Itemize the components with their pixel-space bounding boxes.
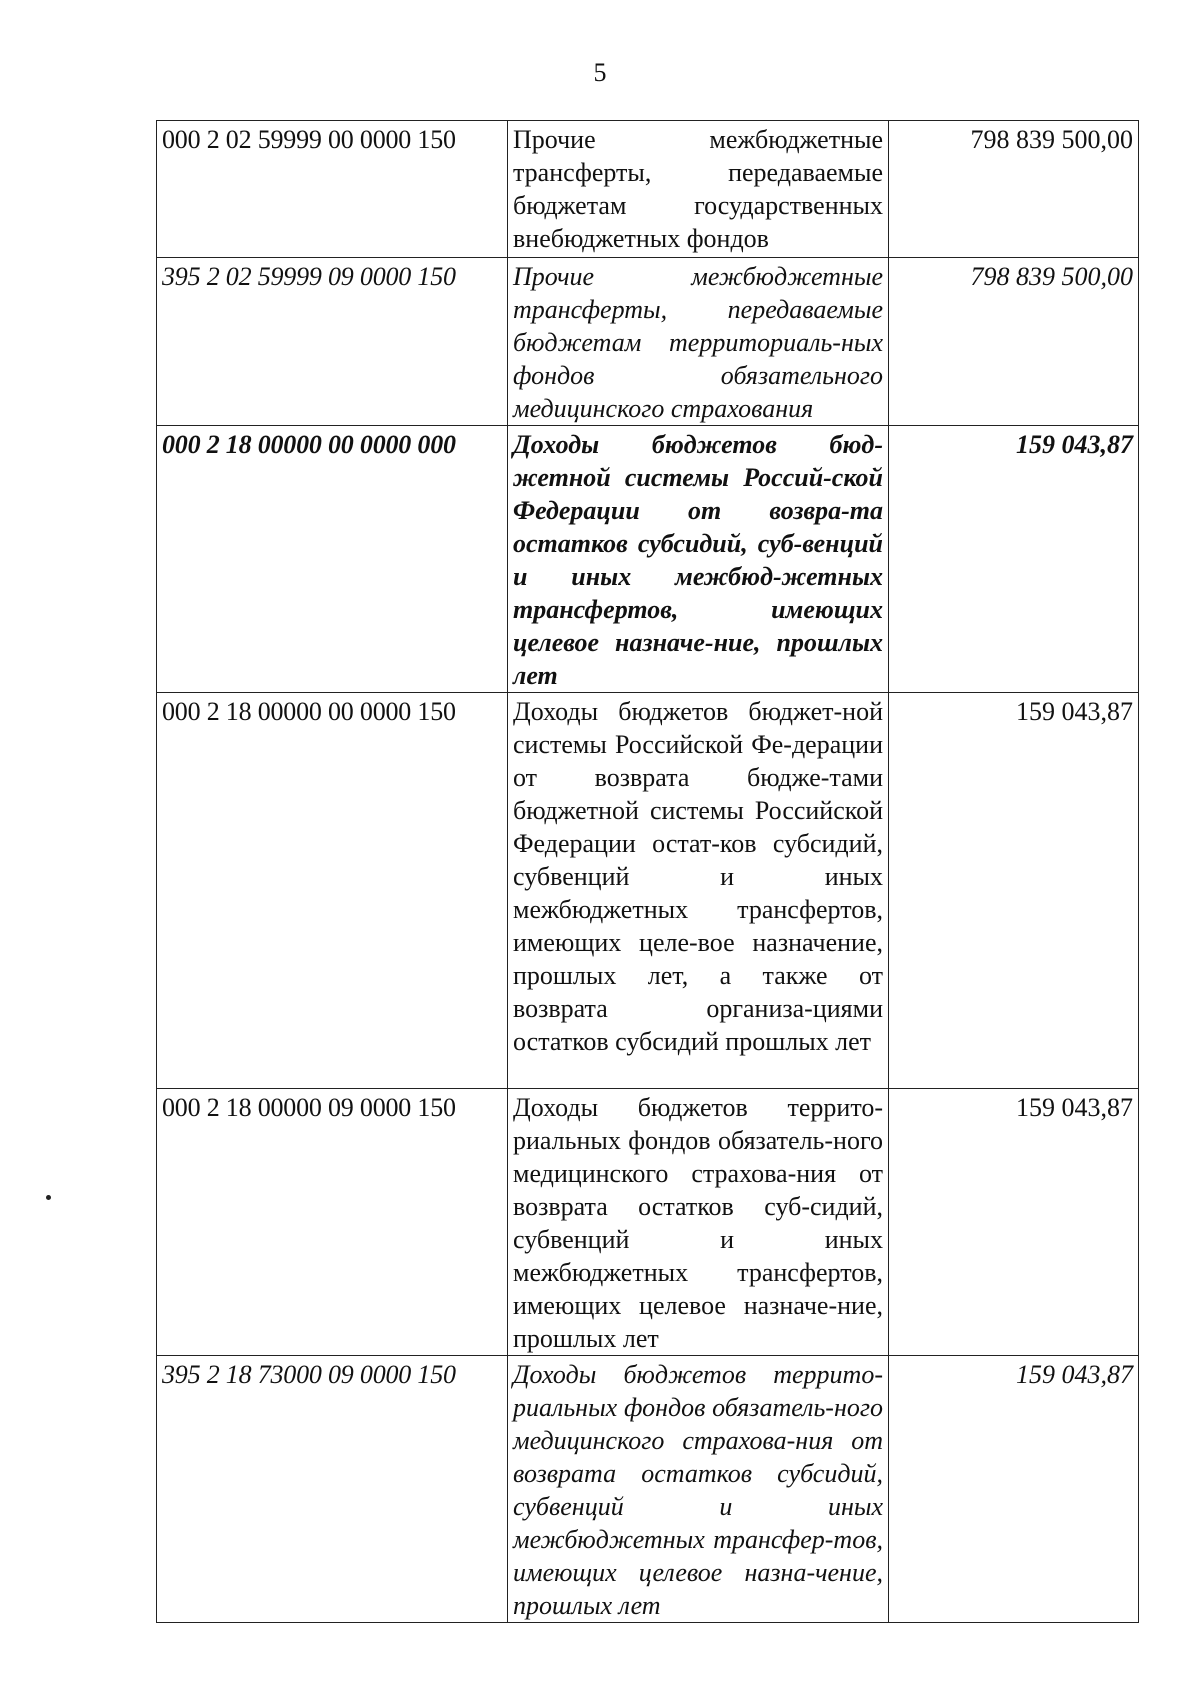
row-name: Доходы бюджетов бюджет-ной системы Российской Фе-дерации от возврата бюдже-тами бюджетной системы Российской Федерации остат-ков субсидий, субвенций и иных межбюджетных трансфертов, имеющих целе-вое назначение, прошлых лет, а также от возврата организа-циями остатков субсидий прошлых лет	[508, 693, 889, 1089]
table-row	[157, 121, 1139, 258]
budget-table	[156, 120, 1139, 1623]
row-name: Прочие межбюджетные трансферты, передаваемые бюджетам государственных внебюджетных фондов	[508, 121, 889, 258]
scan-speck	[46, 1195, 51, 1200]
row-name: Прочие межбюджетные трансферты, передаваемые бюджетам территориаль-ных фондов обязательного медицинского страхования	[508, 258, 889, 426]
table-row	[157, 426, 1139, 693]
row-name: Доходы бюджетов террито-риальных фондов обязатель-ного медицинского страхова-ния от возврата остатков субсидий, субвенций и иных межбюджетных трансфер-тов, имеющих целевое назна-чение, прошлых лет	[508, 1356, 889, 1623]
row-code: 000 2 18 00000 00 0000 150	[157, 693, 508, 1089]
table-row	[157, 693, 1139, 1089]
row-code: 395 2 18 73000 09 0000 150	[157, 1356, 508, 1623]
row-sum: 159 043,87	[889, 1089, 1139, 1356]
table-row	[157, 1356, 1139, 1623]
row-code: 000 2 18 00000 00 0000 000	[157, 426, 508, 693]
table-row	[157, 258, 1139, 426]
row-sum: 159 043,87	[889, 426, 1139, 693]
row-sum: 798 839 500,00	[889, 258, 1139, 426]
row-sum: 159 043,87	[889, 693, 1139, 1089]
table-row	[157, 1089, 1139, 1356]
row-name: Доходы бюджетов террито-риальных фондов обязатель-ного медицинского страхова-ния от возврата остатков суб-сидий, субвенций и иных межбюджетных трансфертов, имеющих целевое назначе-ние, прошлых лет	[508, 1089, 889, 1356]
row-code: 395 2 02 59999 09 0000 150	[157, 258, 508, 426]
row-sum: 159 043,87	[889, 1356, 1139, 1623]
row-code: 000 2 02 59999 00 0000 150	[157, 121, 508, 258]
row-code: 000 2 18 00000 09 0000 150	[157, 1089, 508, 1356]
page-number: 5	[593, 58, 607, 87]
row-sum: 798 839 500,00	[889, 121, 1139, 258]
row-name: Доходы бюджетов бюд-жетной системы Россий-ской Федерации от возвра-та остатков субсидий, суб-венций и иных межбюд-жетных трансфертов, имеющих целевое назначе-ние, прошлых лет	[508, 426, 889, 693]
